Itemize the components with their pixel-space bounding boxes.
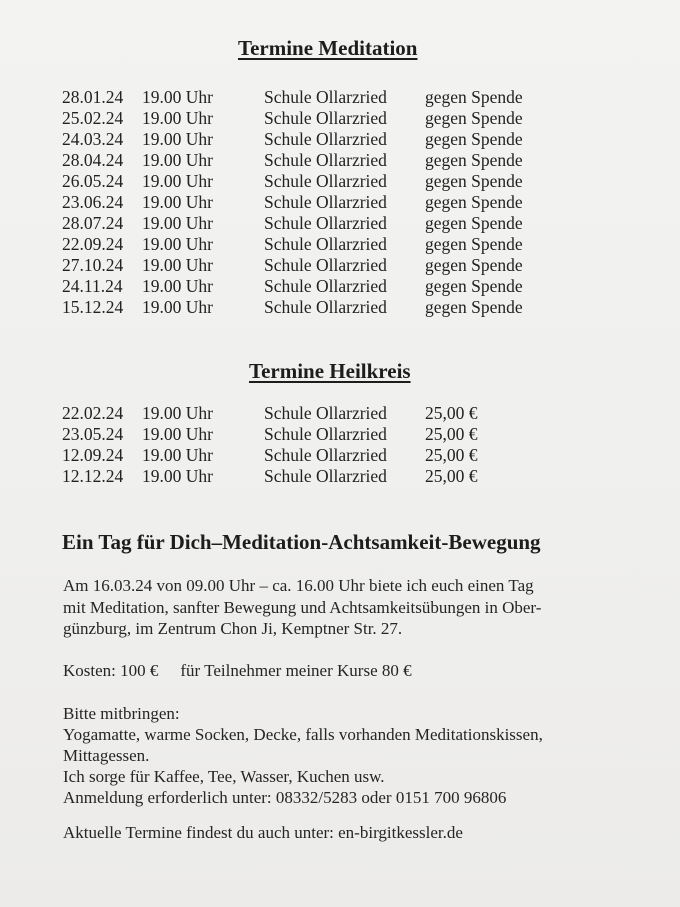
price-cell: gegen Spende [425, 87, 523, 107]
price-cell: gegen Spende [425, 171, 523, 191]
date-cell: 26.05.24 [62, 171, 124, 191]
time-cell: 19.00 Uhr [142, 297, 213, 317]
cost-label: Kosten: 100 € [63, 661, 159, 680]
paragraph-line: Yogamatte, warme Socken, Decke, falls vorhanden Meditationskissen, [63, 725, 543, 744]
price-cell: gegen Spende [425, 213, 523, 233]
place-cell: Schule Ollarzried [264, 150, 387, 170]
date-cell: 28.07.24 [62, 213, 124, 233]
price-cell: 25,00 € [425, 424, 478, 444]
meditation-heading: Termine Meditation [238, 36, 418, 60]
time-cell: 19.00 Uhr [142, 171, 213, 191]
place-cell: Schule Ollarzried [264, 403, 387, 423]
price-cell: gegen Spende [425, 297, 523, 317]
cost-line [63, 660, 412, 682]
place-cell: Schule Ollarzried [264, 129, 387, 149]
price-cell: 25,00 € [425, 445, 478, 465]
time-cell: 19.00 Uhr [142, 445, 213, 465]
place-cell: Schule Ollarzried [264, 213, 387, 233]
price-cell: gegen Spende [425, 129, 523, 149]
website-note: Aktuelle Termine findest du auch unter: en-birgitkessler.de [63, 823, 463, 842]
paragraph-line: günzburg, im Zentrum Chon Ji, Kemptner Str. 27. [63, 619, 403, 638]
place-cell: Schule Ollarzried [264, 276, 387, 296]
time-cell: 19.00 Uhr [142, 150, 213, 170]
price-cell: gegen Spende [425, 192, 523, 212]
time-cell: 19.00 Uhr [142, 234, 213, 254]
time-cell: 19.00 Uhr [142, 276, 213, 296]
date-cell: 22.09.24 [62, 234, 124, 254]
date-cell: 28.01.24 [62, 87, 124, 107]
date-cell: 24.03.24 [62, 129, 124, 149]
price-cell: gegen Spende [425, 255, 523, 275]
date-cell: 12.12.24 [62, 466, 124, 486]
time-cell: 19.00 Uhr [142, 192, 213, 212]
paragraph-line: Ich sorge für Kaffee, Tee, Wasser, Kuchen usw. [63, 767, 385, 786]
place-cell: Schule Ollarzried [264, 171, 387, 191]
time-cell: 19.00 Uhr [142, 255, 213, 275]
place-cell: Schule Ollarzried [264, 87, 387, 107]
place-cell: Schule Ollarzried [264, 192, 387, 212]
time-cell: 19.00 Uhr [142, 424, 213, 444]
price-cell: gegen Spende [425, 234, 523, 254]
time-cell: 19.00 Uhr [142, 403, 213, 423]
time-cell: 19.00 Uhr [142, 129, 213, 149]
paragraph-line: Mittagessen. [63, 746, 150, 765]
date-cell: 23.06.24 [62, 192, 124, 212]
date-cell: 23.05.24 [62, 424, 124, 444]
place-cell: Schule Ollarzried [264, 466, 387, 486]
place-cell: Schule Ollarzried [264, 108, 387, 128]
price-cell: 25,00 € [425, 403, 478, 423]
price-cell: 25,00 € [425, 466, 478, 486]
date-cell: 12.09.24 [62, 445, 124, 465]
paragraph-line: mit Meditation, sanfter Bewegung und Achtsamkeitsübungen in Ober- [63, 597, 542, 617]
paragraph-line: Bitte mitbringen: [63, 704, 180, 723]
day-event-heading: Ein Tag für Dich–Meditation-Achtsamkeit-Bewegung [62, 530, 541, 554]
price-cell: gegen Spende [425, 276, 523, 296]
time-cell: 19.00 Uhr [142, 108, 213, 128]
time-cell: 19.00 Uhr [142, 87, 213, 107]
place-cell: Schule Ollarzried [264, 445, 387, 465]
date-cell: 24.11.24 [62, 276, 123, 296]
cost-members: für Teilnehmer meiner Kurse 80 € [180, 661, 412, 680]
paragraph-line: Anmeldung erforderlich unter: 08332/5283 oder 0151 700 96806 [63, 788, 507, 807]
heilkreis-heading: Termine Heilkreis [249, 359, 411, 383]
place-cell: Schule Ollarzried [264, 297, 387, 317]
price-cell: gegen Spende [425, 108, 523, 128]
time-cell: 19.00 Uhr [142, 466, 213, 486]
time-cell: 19.00 Uhr [142, 213, 213, 233]
date-cell: 15.12.24 [62, 297, 124, 317]
date-cell: 25.02.24 [62, 108, 124, 128]
date-cell: 22.02.24 [62, 403, 124, 423]
day-event-description [63, 575, 541, 640]
bring-list [63, 703, 543, 808]
price-cell: gegen Spende [425, 150, 523, 170]
place-cell: Schule Ollarzried [264, 234, 387, 254]
paragraph-line: Am 16.03.24 von 09.00 Uhr – ca. 16.00 Uhr biete ich euch einen Tag [63, 576, 534, 595]
date-cell: 28.04.24 [62, 150, 124, 170]
place-cell: Schule Ollarzried [264, 255, 387, 275]
place-cell: Schule Ollarzried [264, 424, 387, 444]
date-cell: 27.10.24 [62, 255, 124, 275]
